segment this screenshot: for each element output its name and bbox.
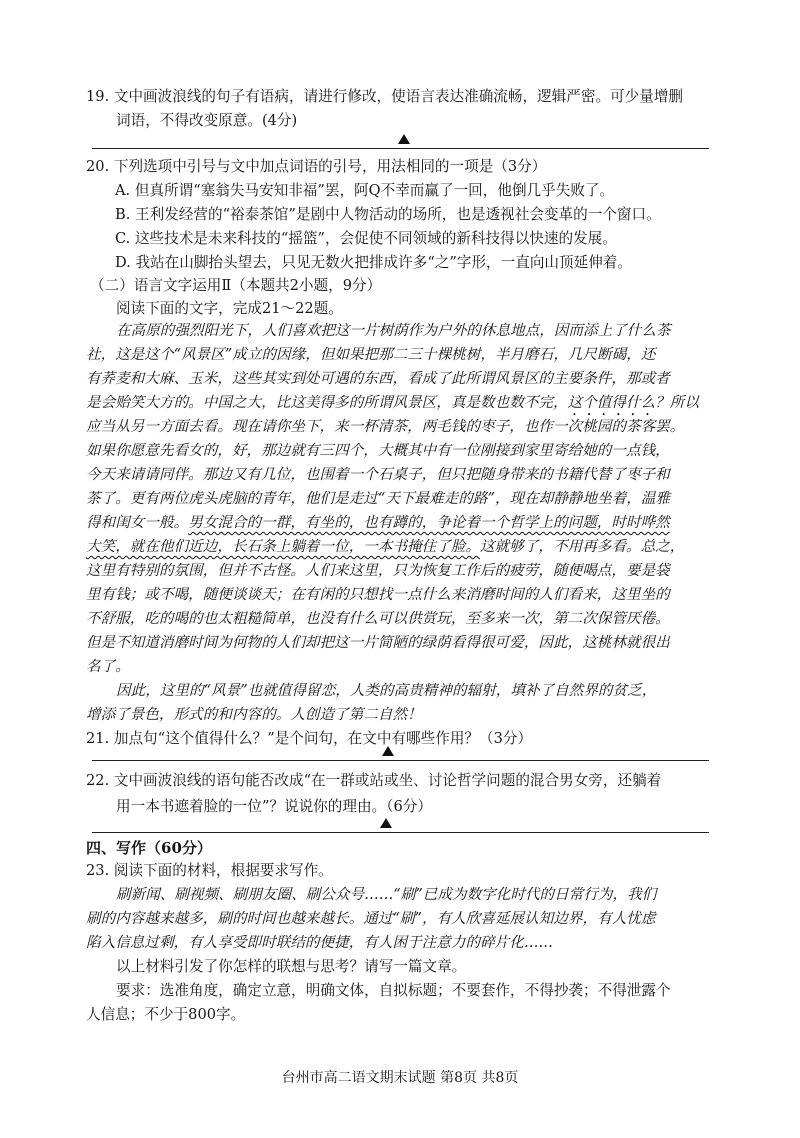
passage-line (86, 512, 670, 534)
passage-line (86, 392, 699, 419)
passage-line: 这里有特别的氛围，但并不古怪。人们来这里，只为恢复工作后的疲劳，随便喝点，要是袋 (86, 562, 670, 579)
answer-marker-icon (382, 746, 394, 756)
passage-line: 不舒服，吃的喝的也太粗糙简单，也没有什么可以供赏玩，至多来一次，第二次保管厌倦。 (86, 610, 670, 627)
passage-text: 这就够了，不用再多看。总之， (480, 538, 685, 555)
q22-line2: 用一本书遮着脸的一位”？说说你的理由。（6分） (116, 798, 432, 815)
section2-instruction: 阅读下面的文字，完成21～22题。 (116, 300, 343, 317)
answer-marker-icon (398, 134, 410, 144)
q23-prompt: 以上材料引发了你怎样的联想与思考？请写一篇文章。 (116, 958, 467, 975)
wavy-underlined-sentence: 大笑，就在他们近边，长石条上躺着一位，一本书掩住了脸。 (86, 538, 481, 555)
passage-line: 因此，这里的“风景”也就值得留恋，人类的高贵精神的辐射，填补了自然界的贫乏， (116, 682, 657, 699)
q20-option-b[interactable]: B. 王利发经营的“裕泰茶馆”是剧中人物活动的场所，也是透视社会变革的一个窗口。 (115, 206, 661, 223)
passage-line (86, 536, 684, 558)
q20-stem: 20. 下列选项中引号与文中加点词语的引号，用法相同的一项是（3分） (86, 158, 547, 175)
passage-line: 但是不知道消磨时间为何物的人们却把这一片简陋的绿荫看得很可爱，因此，这桃林就很出 (86, 634, 670, 651)
passage-line: 有荞麦和大麻、玉米，这些其实到处可遇的东西，看成了此所谓风景区的主要条件，那或者 (86, 370, 670, 387)
material-line: 刷新闻、刷视频、刷朋友圈、刷公众号……“刷”已成为数字化时代的日常行为，我们 (116, 886, 657, 903)
q23-stem: 23. 阅读下面的材料，根据要求写作。 (86, 862, 333, 879)
wavy-underlined-sentence: 男女混合的一群，有坐的，也有蹲的，争论着一个哲学上的问题，时时哗然 (188, 514, 670, 531)
passage-line: 如果你愿意先看女的，好，那边就有三四个，大概其中有一位刚接到家里寄给她的一点钱， (86, 442, 670, 459)
q21-text: 21. 加点句“这个值得什么？”是个问句，在文中有哪些作用？（3分） (86, 730, 533, 747)
section2-heading: （二）语言文字运用Ⅱ（本题共2小题，9分） (90, 277, 382, 294)
q20-option-d[interactable]: D. 我站在山脚抬头望去，只见无数火把排成许多“之”字形，一直向山顶延伸着。 (115, 254, 632, 271)
passage-text: 所以 (669, 394, 699, 411)
passage-line: 在高原的强烈阳光下，人们喜欢把这一片树荫作为户外的休息地点，因而添上了什么茶 (116, 322, 671, 339)
page-footer: 台州市高二语文期末试题 第8页 共8页 (281, 1070, 519, 1086)
section4-heading: 四、写作（60分） (86, 839, 212, 857)
passage-text: 得和闺女一般。 (86, 514, 189, 531)
q20-option-a[interactable]: A. 但真所谓“塞翁失马安知非福”罢，阿Q不幸而赢了一回，他倒几乎失败了。 (115, 182, 615, 199)
passage-line: 应当从另一方面去看。现在请你坐下，来一杯清茶，两毛钱的枣子，也作一次桃园的茶客罢。 (86, 418, 685, 435)
q20-option-c[interactable]: C. 这些技术是未来科技的“摇篮”，会促使不同领域的新科技得以快速的发展。 (115, 230, 617, 247)
q23-requirements-line2: 人信息；不少于800字。 (86, 1006, 246, 1023)
answer-line-q19[interactable] (92, 148, 709, 149)
passage-line: 名了。 (86, 658, 130, 675)
dotted-sentence: 这个值得什么？ (567, 394, 670, 411)
answer-marker-icon (380, 818, 392, 828)
material-line: 刷的内容越来越多，刷的时间也越来越长。通过“刷”，有人欣喜延展认知边界，有人忧虑 (86, 910, 656, 927)
answer-line-q21[interactable] (92, 760, 709, 761)
q19-line2: 词语，不得改变原意。(4分) (116, 112, 298, 129)
q22-line1: 22. 文中画波浪线的语句能否改成“在一群或站或坐、讨论哲学问题的混合男女旁，还躺着 (86, 772, 662, 789)
passage-line: 里有钱；或不喝，随便谈谈天；在有闲的只想找一点什么来消磨时间的人们看来，这里坐的 (86, 586, 670, 603)
passage-line: 社，这是这个“风景区”成立的因缘，但如果把那二三十棵桃树，半月磨石，几尺断碣，还 (86, 346, 656, 363)
passage-line: 增添了景色，形式的和内容的。人创造了第二自然！ (86, 706, 422, 723)
passage-line: 茶了。更有两位虎头虎脑的青年，他们是走过“天下最难走的路”，现在却静静地坐着，温雅 (86, 490, 671, 507)
passage-line: 今天来请请同伴。那边又有几位，也围着一个石桌子，但只把随身带来的书籍代替了枣子和 (86, 466, 670, 483)
q23-requirements-line1: 要求：选准角度，确定立意，明确文体，自拟标题；不要套作，不得抄袭；不得泄露个 (116, 982, 671, 999)
q19-line1: 19. 文中画波浪线的句子有语病，请进行修改，使语言表达准确流畅，逻辑严密。可少量增删 (86, 88, 684, 105)
passage-text: 是会贻笑大方的。中国之大，比这美得多的所谓风景区，真是数也数不完， (86, 394, 568, 411)
material-line: 陷入信息过剩，有人享受即时联结的便捷，有人困于注意力的碎片化…… (86, 934, 554, 951)
answer-line-q22[interactable] (92, 832, 709, 833)
